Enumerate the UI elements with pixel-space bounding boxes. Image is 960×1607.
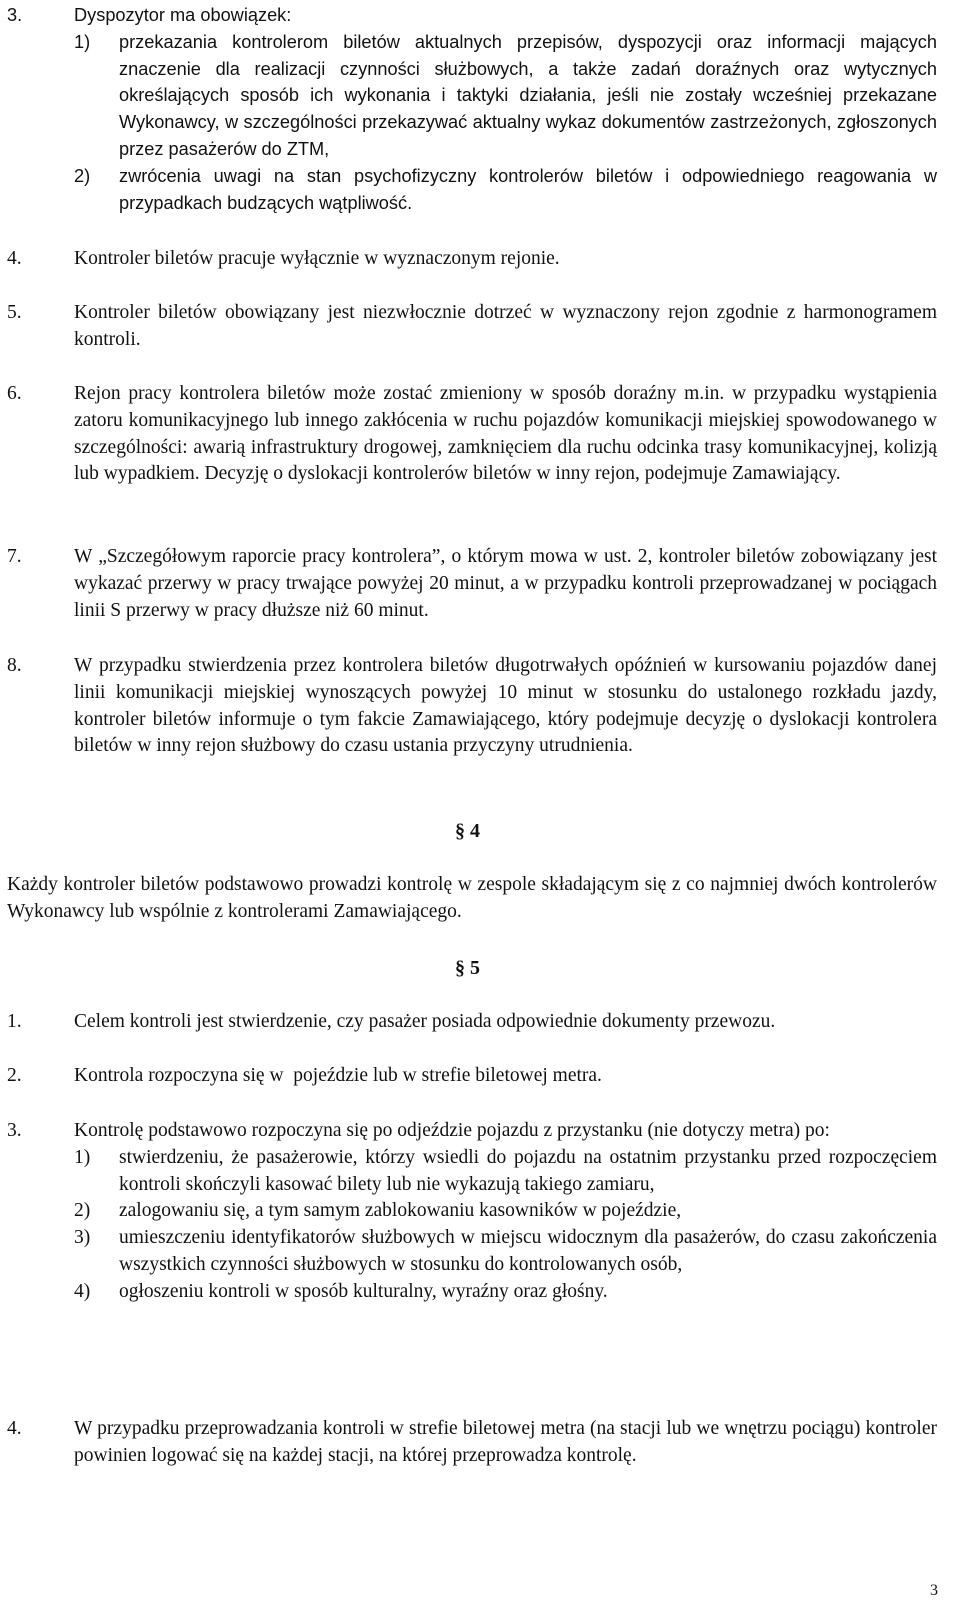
paragraph-text: Celem kontroli jest stwierdzenie, czy pasażer posiada odpowiednie dokumenty przewozu. xyxy=(74,1011,776,1032)
paragraph-text: W przypadku przeprowadzania kontroli w strefie biletowej metra (na stacji lub we wnętrzu pociągu) kontroler powinien logować się na każdej stacji, na której przeprowadza kontrolę. xyxy=(74,1418,937,1466)
paragraph-number: 4. xyxy=(7,1418,22,1439)
list-item-text: ogłoszeniu kontroli w sposób kulturalny, wyraźny oraz głośny. xyxy=(119,1280,608,1302)
list-item-5-3-1 xyxy=(74,1145,937,1199)
paragraph-8 xyxy=(7,653,937,760)
list-item-5-3-3 xyxy=(74,1225,937,1279)
list-item-number: 4) xyxy=(74,1280,91,1302)
paragraph-number: 5. xyxy=(7,302,22,323)
paragraph-number: 7. xyxy=(7,546,22,567)
paragraph-text: W przypadku stwierdzenia przez kontrolera biletów długotrwałych opóźnień w kursowaniu pojazdów danej linii komunikacji miejskiej wynoszących powyżej 10 minut w stosunku do ustalonego rozkładu jazdy, kontroler biletów informuje o tym fakcie Zamawiającego, który podejmuje decyzję o dyslokacji kontrolera biletów w inny rejon służbowy do czasu ustania przyczyny utrudnienia. xyxy=(74,655,937,757)
section-5-paragraph-3 xyxy=(7,1118,937,1306)
paragraph-4 xyxy=(7,246,937,273)
paragraph-text: Kontroler biletów pracuje wyłącznie w wyznaczonym rejonie. xyxy=(74,248,560,269)
section-5-paragraph-2 xyxy=(7,1063,937,1090)
list-item-number: 1) xyxy=(74,1146,91,1168)
list-item-text: przekazania kontrolerom biletów aktualnych przepisów, dyspozycji oraz informacji mających znaczenie dla realizacji czynności służbowych, a także zadań doraźnych oraz wytycznych określających sposób ich wykonania i taktyki działania, jeśli nie zostały wcześniej przekazane Wykonawcy, w szczególności przekazywać aktualny wykaz dokumentów zastrzeżonych, zgłoszonych przez pasażerów do ZTM, xyxy=(119,31,937,159)
paragraph-number: 2. xyxy=(7,1065,22,1086)
paragraph-number: 1. xyxy=(7,1011,22,1032)
section-4-text: Każdy kontroler biletów podstawowo prowadzi kontrolę w zespole składającym się z co najmniej dwóch kontrolerów Wykonawcy lub wspólnie z kontrolerami Zamawiającego. xyxy=(7,874,937,922)
paragraph-5 xyxy=(7,300,937,354)
section-heading-4: § 4 xyxy=(455,820,480,842)
list-item-number: 1) xyxy=(74,31,91,52)
list-item-3-2 xyxy=(74,163,937,217)
paragraph-number: 6. xyxy=(7,383,22,404)
list-item-text: zalogowaniu się, a tym samym zablokowaniu kasowników w pojeździe, xyxy=(119,1200,682,1222)
list-item-number: 2) xyxy=(74,1200,91,1222)
list-item-number: 2) xyxy=(74,165,91,186)
list-item-text: umieszczeniu identyfikatorów służbowych w miejscu widocznym dla pasażerów, do czasu zakończenia wszystkich czynności służbowych w stosunku do kontrolowanych osób, xyxy=(119,1227,937,1275)
paragraph-number: 8. xyxy=(7,655,22,676)
paragraph-text: W „Szczegółowym raporcie pracy kontrolera”, o którym mowa w ust. 2, kontroler biletów zobowiązany jest wykazać przerwy w pracy trwające powyżej 20 minut, a w przypadku kontroli przeprowadzanej w pociągach linii S przerwy w pracy dłuższe niż 60 minut. xyxy=(74,546,937,621)
list-item-5-3-4 xyxy=(74,1279,937,1306)
section-heading-5: § 5 xyxy=(455,957,480,979)
list-item-5-3-2 xyxy=(74,1198,937,1225)
paragraph-text: Kontroler biletów obowiązany jest niezwłocznie dotrzeć w wyznaczony rejon zgodnie z harmonogramem kontroli. xyxy=(74,302,937,350)
paragraph-3 xyxy=(7,2,937,216)
list-item-number: 3) xyxy=(74,1227,91,1249)
paragraph-7 xyxy=(7,544,937,624)
section-5-paragraph-1 xyxy=(7,1009,937,1036)
section-5-paragraph-4 xyxy=(7,1416,937,1470)
list-item-3-1 xyxy=(74,29,937,163)
paragraph-text: Kontrola rozpoczyna się w pojeździe lub w strefie biletowej metra. xyxy=(74,1065,602,1086)
list-item-text: zwrócenia uwagi na stan psychofizyczny kontrolerów biletów i odpowiedniego reagowania w przypadkach budzących wątpliwość. xyxy=(119,165,937,213)
paragraph-number: 3. xyxy=(7,5,23,25)
page-number: 3 xyxy=(930,1582,938,1599)
paragraph-text: Dyspozytor ma obowiązek: xyxy=(74,5,292,25)
paragraph-number: 3. xyxy=(7,1120,22,1141)
paragraph-text: Kontrolę podstawowo rozpoczyna się po odjeździe pojazdu z przystanku (nie dotyczy metra) po: xyxy=(74,1120,830,1141)
paragraph-6 xyxy=(7,381,937,488)
paragraph-number: 4. xyxy=(7,248,22,269)
paragraph-text: Rejon pracy kontrolera biletów może zostać zmieniony w sposób doraźny m.in. w przypadku wystąpienia zatoru komunikacyjnego lub innego zakłócenia w ruchu pojazdów komunikacji miejskiej spowodowanego w szczególności: awarią infrastruktury drogowej, zamknięciem dla ruchu odcinka trasy komunikacyjnej, kolizją lub wypadkiem. Decyzję o dyslokacji kontrolerów biletów w inny rejon, podejmuje Zamawiający. xyxy=(74,383,937,485)
list-item-text: stwierdzeniu, że pasażerowie, którzy wsiedli do pojazdu na ostatnim przystanku przed rozpoczęciem kontroli skończyli kasować bilety lub nie wykazują takiego zamiaru, xyxy=(119,1146,937,1195)
